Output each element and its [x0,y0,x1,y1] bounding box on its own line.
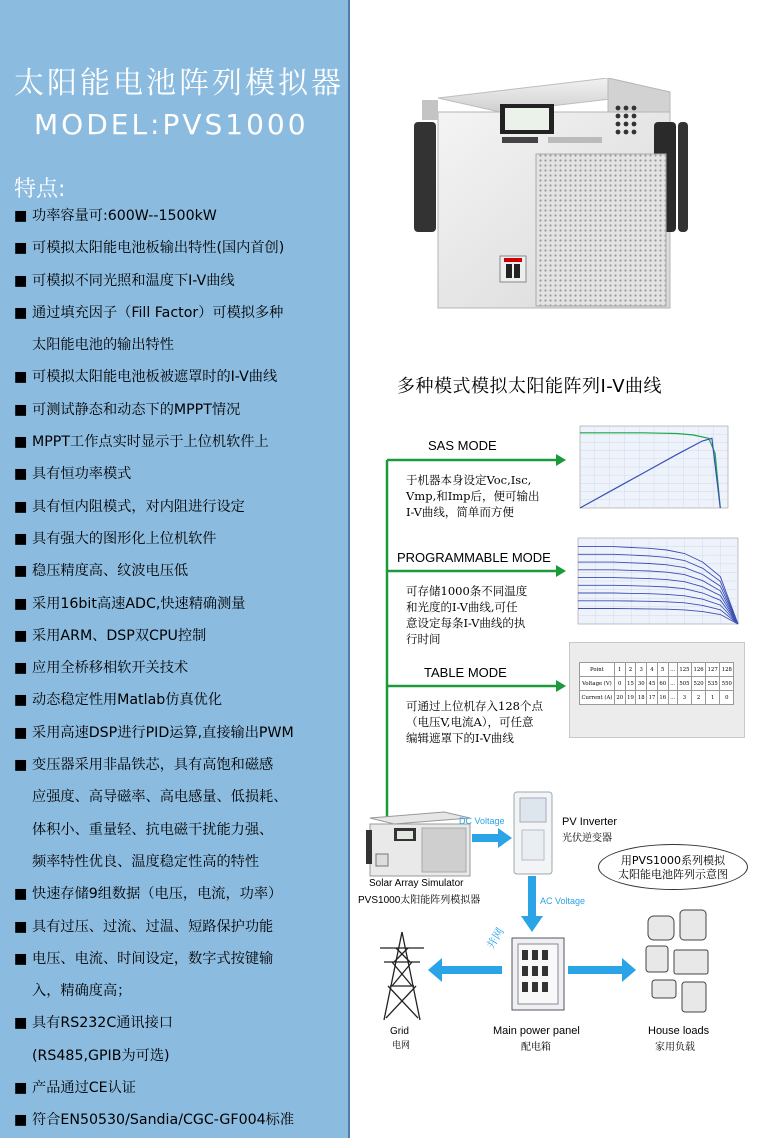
feature-text: 入，精确度高； [32,983,132,1000]
feature-item [14,555,350,587]
dc-voltage-label: DC Voltage [459,816,505,826]
table-cell: 3 [636,663,647,677]
feature-text: 符合EN50530/Sandia/CGC-GF004标准 [32,1112,295,1129]
bullet-icon: ■ [14,692,28,709]
feature-item [14,911,350,943]
table-cell: Point [580,663,615,677]
table-cell: 125 [677,663,691,677]
bullet-icon: ■ [14,595,28,612]
bullet-icon: ■ [14,1080,28,1097]
table-desc-line: 编辑遮罩下的I-V曲线 [406,731,514,745]
feature-text: 具有恒功率模式 [32,466,132,483]
feature-item [14,588,350,620]
feature-item [14,1104,350,1136]
bullet-icon: ■ [14,240,28,257]
feature-text: 电压、电流、时间设定，数字式按键输 [32,950,274,967]
feature-text: 具有RS232C通讯接口 [32,1015,173,1032]
feature-text: 体积小、重量轻、抗电磁干扰能力强、 [32,821,274,838]
feature-item [14,265,350,297]
sas-desc-line: 于机器本身设定Voc,Isc, [406,473,532,487]
table-row [580,677,734,691]
table-cell: 126 [692,663,706,677]
ac-voltage-label: AC Voltage [540,896,586,906]
feature-item [14,684,350,716]
table-row [580,691,734,705]
feature-text: 具有过压、过流、过温、短路保护功能 [32,918,274,935]
feature-item [14,426,350,458]
grid-tower-icon [374,930,430,1022]
table-cell: 18 [636,691,647,705]
feature-text: 快速存储9组数据（电压，电流，功率） [32,886,283,903]
point-table [579,662,734,705]
table-cell: 60 [657,677,668,691]
table-cell: 17 [647,691,658,705]
feature-item [14,749,350,781]
features-heading: 特点: [14,177,66,202]
feature-item [14,523,350,555]
table-cell: 2 [692,691,706,705]
bullet-icon: ■ [14,627,28,644]
bullet-icon: ■ [14,660,28,677]
main-power-panel-icon [510,936,566,1012]
feature-item [14,717,350,749]
feature-text: 动态稳定性用Matlab仿真优化 [32,692,223,709]
table-cell: … [668,691,677,705]
bullet-icon: ■ [14,369,28,386]
feature-item [14,329,350,361]
programmable-iv-chart [566,532,746,636]
bullet-icon: ■ [14,918,28,935]
table-cell: 4 [647,663,658,677]
sas-mode-label: SAS MODE [428,438,497,453]
house-loads-icon [642,906,712,1020]
table-cell: 127 [706,663,720,677]
table-desc-line: （电压V,电流A），可任意 [406,715,534,729]
house-loads-label-en: House loads [648,1025,710,1037]
feature-text: 可模拟太阳能电池板输出特性(国内首创) [32,240,285,257]
device-photo [408,78,688,310]
oval-line: 太阳能电池阵列示意图 [618,868,728,881]
prog-desc-line: 可存储1000条不同温度 [406,584,528,598]
table-cell: 1 [614,663,625,677]
bullet-icon: ■ [14,886,28,903]
bullet-icon: ■ [14,1112,28,1129]
bullet-icon: ■ [14,757,28,774]
product-title: 太阳能电池阵列模拟器 [14,66,344,101]
feature-item [14,1007,350,1039]
programmable-mode-desc [406,583,527,647]
sas-mode-desc [406,472,540,520]
bullet-icon: ■ [14,208,28,224]
feature-text: 功率容量可:600W--1500kW [32,208,217,224]
feature-item [14,814,350,846]
features-list [14,200,350,1137]
sas-iv-chart [568,420,746,520]
power-panel-label-en: Main power panel [493,1025,580,1037]
feature-item [14,1040,350,1072]
table-row [580,663,734,677]
modes-section-title: 多种模式模拟太阳能阵列I-V曲线 [397,376,663,397]
feature-item [14,458,350,490]
feature-item [14,652,350,684]
table-cell: 0 [720,691,734,705]
table-cell: 550 [720,677,734,691]
table-cell: 16 [657,691,668,705]
table-cell: 520 [692,677,706,691]
table-cell: … [668,677,677,691]
table-cell: 535 [706,677,720,691]
table-cell: 3 [677,691,691,705]
bullet-icon: ■ [14,950,28,967]
pv-inverter-label-en: PV Inverter [562,816,618,828]
table-cell: 0 [614,677,625,691]
feature-text: 频率特性优良、温度稳定性高的特性 [32,853,260,870]
feature-text: (RS485,GPIB为可选) [32,1047,170,1064]
table-cell: 2 [625,663,636,677]
feature-text: 采用ARM、DSP双CPU控制 [32,627,207,644]
sas-desc-line: I-V曲线，简单而方便 [406,505,514,519]
bullet-icon: ■ [14,530,28,547]
feature-panel [0,0,350,1138]
prog-desc-line: 意设定每条I-V曲线的执 [406,616,526,630]
table-cell: 1 [706,691,720,705]
table-cell: 20 [614,691,625,705]
prog-desc-line: 行时间 [406,632,441,646]
feature-text: 产品通过CE认证 [32,1080,136,1097]
bullet-icon: ■ [14,272,28,289]
table-cell: 505 [677,677,691,691]
feature-text: 可模拟不同光照和温度下I-V曲线 [32,272,235,289]
house-loads-label-cn: 家用负载 [655,1042,695,1053]
feature-item [14,781,350,813]
feature-item [14,975,350,1007]
feature-text: 具有强大的图形化上位机软件 [32,530,217,547]
grid-tie-label: 并网 [484,925,507,952]
feature-item [14,394,350,426]
simulator-label-en: Solar Array Simulator [369,878,464,889]
feature-text: 采用高速DSP进行PID运算,直接输出PWM [32,724,294,741]
sas-desc-line: Vmp,和Imp后，便可输出 [406,489,540,503]
table-cell: Current (A) [580,691,615,705]
table-cell: 19 [625,691,636,705]
feature-text: 采用16bit高速ADC,快速精确测量 [32,595,246,612]
feature-text: 太阳能电池的输出特性 [32,337,174,354]
programmable-mode-label: PROGRAMMABLE MODE [397,550,551,565]
feature-item [14,297,350,329]
feature-text: 具有恒内阻模式，对内阻进行设定 [32,498,245,515]
feature-text: 通过填充因子（Fill Factor）可模拟多种 [32,304,284,321]
table-mode-panel [569,642,745,738]
table-cell: 5 [657,663,668,677]
feature-text: 可测试静态和动态下的MPPT情况 [32,401,241,418]
feature-item [14,200,350,232]
simulator-device-icon [364,810,474,878]
feature-text: 可模拟太阳能电池板被遮罩时的I-V曲线 [32,369,278,386]
feature-text: 应强度、高导磁率、高电感量、低损耗、 [32,789,288,806]
table-cell: … [668,663,677,677]
bullet-icon: ■ [14,304,28,321]
feature-text: 稳压精度高、纹波电压低 [32,563,189,580]
table-cell: Voltage (V) [580,677,615,691]
feature-item [14,620,350,652]
bullet-icon: ■ [14,401,28,418]
feature-item [14,361,350,393]
table-cell: 30 [636,677,647,691]
bullet-icon: ■ [14,563,28,580]
feature-item [14,491,350,523]
feature-item [14,846,350,878]
bullet-icon: ■ [14,724,28,741]
table-mode-desc [406,698,543,746]
prog-desc-line: 和光度的I-V曲线,可任 [406,600,518,614]
table-cell: 128 [720,663,734,677]
feature-text: MPPT工作点实时显示于上位机软件上 [32,434,269,451]
oval-line: 用PVS1000系列模拟 [620,854,726,867]
diagram-caption-oval [598,844,748,890]
feature-item [14,943,350,975]
feature-item [14,878,350,910]
pv-inverter-label-cn: 光伏逆变器 [562,833,612,844]
bullet-icon: ■ [14,434,28,451]
bullet-icon: ■ [14,466,28,483]
bullet-icon: ■ [14,498,28,515]
grid-label-en: Grid [390,1026,409,1037]
table-desc-line: 可通过上位机存入128个点 [406,699,543,713]
feature-text: 应用全桥移相软开关技术 [32,660,189,677]
table-cell: 15 [625,677,636,691]
table-cell: 45 [647,677,658,691]
pv-inverter-icon [512,790,554,876]
feature-text: 变压器采用非晶铁芯，具有高饱和磁感 [32,757,274,774]
table-mode-label: TABLE MODE [424,665,507,680]
grid-label-cn: 电网 [392,1041,411,1051]
feature-item [14,232,350,264]
simulator-label-cn: PVS1000太阳能阵列模拟器 [358,895,481,906]
bullet-icon: ■ [14,1015,28,1032]
feature-item [14,1072,350,1104]
power-panel-label-cn: 配电箱 [521,1042,551,1053]
model-number: MODEL:PVS1000 [34,108,309,141]
